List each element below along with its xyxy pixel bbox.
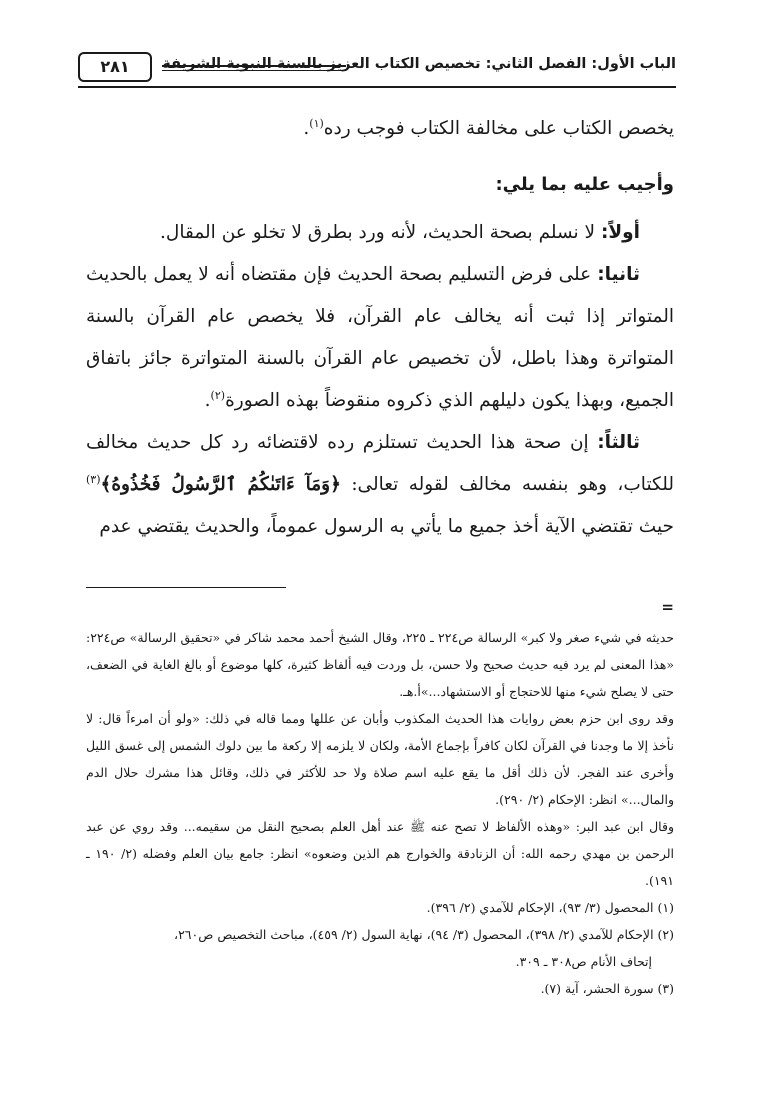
continuation-mark: = bbox=[661, 598, 674, 616]
paragraph-text: لا نسلم بصحة الحديث، لأنه ورد بطرق لا تخلو عن المقال. bbox=[160, 222, 601, 243]
header-divider bbox=[78, 86, 676, 88]
section-heading: وأجيب عليه بما يلي: bbox=[495, 174, 674, 195]
paragraph bbox=[86, 254, 674, 422]
paragraph-lead: أولاً: bbox=[600, 222, 640, 243]
quran-verse: ﴿وَمَآ ءَاتَىٰكُمُ ٱلرَّسُولُ فَخُذُوهُ﴾ bbox=[100, 474, 341, 495]
footnote-3: (٣) سورة الحشر، آية (٧). bbox=[540, 981, 674, 996]
paragraph bbox=[86, 422, 674, 548]
footnotes bbox=[86, 624, 674, 1002]
footnote-1: (١) المحصول (٣/ ٩٣)، الإحكام للآمدي (٢/ ٣٩٦). bbox=[426, 900, 674, 915]
footnote-ref: (٣) bbox=[86, 472, 101, 486]
header-rule-thin bbox=[162, 70, 346, 71]
footnote-continued: وقال ابن عبد البر: «وهذه الألفاظ لا تصح عنه ﷺ عند أهل العلم بصحيح النقل من سقيمه... وقد روي عن عبد الرحمن بن مهدي رحمه الله: أن الزنادقة والخوارج هم الذين وضعوه» انظر: جامع بيان العلم وفضله (٢/ ١٩٠ ـ ١٩١). bbox=[86, 819, 675, 888]
footnote-separator bbox=[86, 587, 286, 588]
paragraph-text: على فرض التسليم بصحة الحديث فإن مقتضاه أنه لا يعمل بالحديث المتواتر إذا ثبت أنه يخالف عام القرآن، فلا يخصص عام القرآن بالسنة المتواترة وهذا باطل، لأن تخصيص عام القرآن بالسنة المتواترة جائز باتفاق الجميع، وبهذا يكون دليلهم الذي ذكروه منقوضاً بهذه الصورة bbox=[86, 264, 674, 411]
paragraph: يخصص الكتاب على مخالفة الكتاب فوجب رده$^{(١)}$. bbox=[303, 116, 674, 139]
footnote-text: إتحاف الأنام ص٣٠٨ ـ ٣٠٩. bbox=[515, 954, 652, 969]
footnote-continued: وقد روى ابن حزم بعض روايات هذا الحديث المكذوب وأبان عن عللها ومما قاله في ذلك: «ولو أن امرءاً قال: لا نأخذ إلا ما وجدنا في القرآن لكان كافراً بإجماع الأمة، ولكان لا يلزمه إلا ركعة ما بين دلوك الشمس إلى غسق الليل وأخرى عند الفجر. لأن ذلك أقل ما يقع عليه اسم صلاة ولا حد للأكثر في ذلك، وقائل هذا مشرك حلال الدم والمال...» انظر: الإحكام (٢/ ٢٩٠). bbox=[86, 711, 674, 807]
paragraph-lead: ثانيا: bbox=[597, 264, 640, 285]
page-number: ٢٨١ bbox=[78, 52, 152, 82]
footnote-text: (٢) الإحكام للآمدي (٢/ ٣٩٨)، المحصول (٣/ ٩٤)، نهاية السول (٢/ ٤٥٩)، مباحث التخصيص ص٢٦٠، bbox=[174, 927, 674, 942]
paragraph bbox=[86, 212, 674, 254]
paragraph-text: يخصص الكتاب على مخالفة الكتاب فوجب رده bbox=[323, 118, 674, 139]
footnote-2 bbox=[86, 921, 674, 975]
header-rule bbox=[162, 65, 346, 67]
footnote-ref: (١) bbox=[309, 116, 324, 130]
paragraph-lead: ثالثاً: bbox=[597, 432, 640, 453]
footnote-ref: (٢) bbox=[210, 388, 226, 402]
punctuation: . bbox=[204, 390, 211, 411]
main-text bbox=[86, 108, 674, 548]
paragraph-text: حيث تقتضي الآية أخذ جميع ما يأتي به الرسول عموماً، والحديث يقتضي عدم bbox=[99, 516, 674, 537]
chapter-title: الباب الأول: الفصل الثاني: تخصيص الكتاب العزيز بالسنة النبوية الشريفة bbox=[162, 56, 676, 72]
footnote-continued: حديثه في شيء صغر ولا كبر» الرسالة ص٢٢٤ ـ ٢٢٥، وقال الشيخ أحمد محمد شاكر في «تحقيق الرسالة» ص٢٢٤: «هذا المعنى لم يرد فيه حديث صحيح ولا حسن، بل وردت فيه ألفاظ كثيرة، كلها موضوع أو بالغ الغاية في الضعف، حتى لا يصلح شيء منها للاحتجاج أو الاستشهاد...»أ.هـ. bbox=[86, 630, 674, 699]
paragraph-text: إن صحة هذا الحديث تستلزم رده لاقتضائه رد كل حديث مخالف للكتاب، وهو بنفسه مخالف لقوله تعالى: bbox=[86, 432, 674, 495]
